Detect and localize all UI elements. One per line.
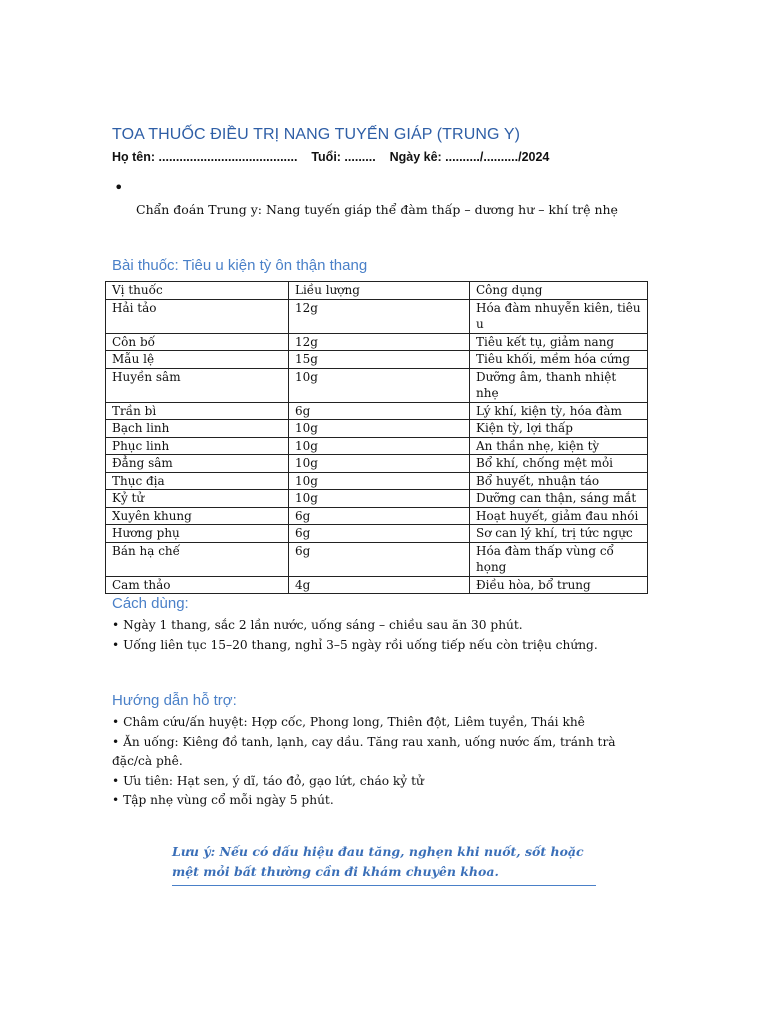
table-row	[106, 420, 648, 438]
herb-effect-cell: Kiện tỳ, lợi thấp	[470, 420, 648, 438]
herb-name-cell: Trần bì	[106, 402, 289, 420]
table-row	[106, 542, 648, 576]
patient-age-field: Tuổi: .........	[311, 150, 376, 164]
herb-dose-cell: 15g	[289, 351, 470, 369]
herb-name-cell: Thục địa	[106, 472, 289, 490]
herb-effect-cell: Bổ huyết, nhuận táo	[470, 472, 648, 490]
herb-name-cell: Mẫu lệ	[106, 351, 289, 369]
herb-effect-cell: Tiêu kết tụ, giảm nang	[470, 333, 648, 351]
column-header-effect: Công dụng	[470, 282, 648, 300]
herb-name-cell: Hương phụ	[106, 525, 289, 543]
table-row	[106, 333, 648, 351]
herb-dose-cell: 4g	[289, 576, 470, 594]
herb-dose-cell: 10g	[289, 472, 470, 490]
herb-dose-cell: 10g	[289, 368, 470, 402]
remedy-heading: Bài thuốc: Tiêu u kiện tỳ ôn thận thang	[112, 257, 368, 274]
herb-effect-cell: Dưỡng âm, thanh nhiệt nhẹ	[470, 368, 648, 402]
support-list	[112, 713, 652, 811]
diagnosis-text: Chẩn đoán Trung y: Nang tuyến giáp thể đàm thấp – dương hư – khí trệ nhẹ	[136, 202, 618, 217]
table-row	[106, 351, 648, 369]
support-heading: Hướng dẫn hỗ trợ:	[112, 692, 237, 709]
table-row	[106, 576, 648, 594]
herb-dose-cell: 6g	[289, 542, 470, 576]
herb-effect-cell: An thần nhẹ, kiện tỳ	[470, 437, 648, 455]
table-header-row	[106, 282, 648, 300]
herb-dose-cell: 6g	[289, 402, 470, 420]
bullet-marker: •	[114, 178, 124, 197]
table-row	[106, 402, 648, 420]
herb-table	[105, 281, 648, 594]
table-row	[106, 455, 648, 473]
support-line: • Tập nhẹ vùng cổ mỗi ngày 5 phút.	[112, 793, 334, 807]
table-row	[106, 490, 648, 508]
herb-effect-cell: Hóa đàm thấp vùng cổ họng	[470, 542, 648, 576]
usage-line: • Ngày 1 thang, sắc 2 lần nước, uống sáng – chiều sau ăn 30 phút.	[112, 618, 523, 632]
herb-name-cell: Côn bố	[106, 333, 289, 351]
table-row	[106, 299, 648, 333]
table-row	[106, 507, 648, 525]
herb-dose-cell: 10g	[289, 455, 470, 473]
table-row	[106, 525, 648, 543]
herb-dose-cell: 6g	[289, 507, 470, 525]
patient-info-line	[112, 150, 549, 164]
caution-note: Lưu ý: Nếu có dấu hiệu đau tăng, nghẹn khi nuốt, sốt hoặc mệt mỏi bất thường cần đi khám chuyên khoa.	[172, 842, 596, 886]
herb-effect-cell: Bổ khí, chống mệt mỏi	[470, 455, 648, 473]
herb-dose-cell: 12g	[289, 299, 470, 333]
patient-name-field: Họ tên: ........................................	[112, 150, 298, 164]
herb-name-cell: Bạch linh	[106, 420, 289, 438]
herb-effect-cell: Hoạt huyết, giảm đau nhói	[470, 507, 648, 525]
prescription-date-field: Ngày kê: ........../........../2024	[389, 150, 550, 164]
herb-name-cell: Cam thảo	[106, 576, 289, 594]
herb-dose-cell: 10g	[289, 437, 470, 455]
herb-name-cell: Bán hạ chế	[106, 542, 289, 576]
herb-name-cell: Kỷ tử	[106, 490, 289, 508]
herb-dose-cell: 6g	[289, 525, 470, 543]
herb-effect-cell: Điều hòa, bổ trung	[470, 576, 648, 594]
support-line: • Ăn uống: Kiêng đồ tanh, lạnh, cay dầu. Tăng rau xanh, uống nước ấm, tránh trà đặc/cà phê.	[112, 734, 616, 768]
herb-dose-cell: 12g	[289, 333, 470, 351]
herb-name-cell: Huyền sâm	[106, 368, 289, 402]
usage-heading: Cách dùng:	[112, 595, 189, 612]
usage-list	[112, 616, 652, 655]
support-line: • Ưu tiên: Hạt sen, ý dĩ, táo đỏ, gạo lứt, cháo kỷ tử	[112, 773, 424, 788]
herb-dose-cell: 10g	[289, 420, 470, 438]
column-header-dose: Liều lượng	[289, 282, 470, 300]
herb-effect-cell: Lý khí, kiện tỳ, hóa đàm	[470, 402, 648, 420]
table-row	[106, 472, 648, 490]
table-row	[106, 437, 648, 455]
herb-effect-cell: Hóa đàm nhuyễn kiên, tiêu u	[470, 299, 648, 333]
herb-name-cell: Phục linh	[106, 437, 289, 455]
support-line: • Châm cứu/ấn huyệt: Hợp cốc, Phong long, Thiên đột, Liêm tuyền, Thái khê	[112, 715, 585, 729]
herb-name-cell: Xuyên khung	[106, 507, 289, 525]
herb-effect-cell: Dưỡng can thận, sáng mắt	[470, 490, 648, 508]
herb-name-cell: Hải tảo	[106, 299, 289, 333]
herb-effect-cell: Sơ can lý khí, trị tức ngực	[470, 525, 648, 543]
herb-name-cell: Đẳng sâm	[106, 455, 289, 473]
herb-dose-cell: 10g	[289, 490, 470, 508]
herb-effect-cell: Tiêu khối, mềm hóa cứng	[470, 351, 648, 369]
usage-line: • Uống liên tục 15–20 thang, nghỉ 3–5 ngày rồi uống tiếp nếu còn triệu chứng.	[112, 637, 598, 652]
table-row	[106, 368, 648, 402]
column-header-herb: Vị thuốc	[106, 282, 289, 300]
document-title: TOA THUỐC ĐIỀU TRỊ NANG TUYẾN GIÁP (TRUNG Y)	[112, 126, 521, 143]
